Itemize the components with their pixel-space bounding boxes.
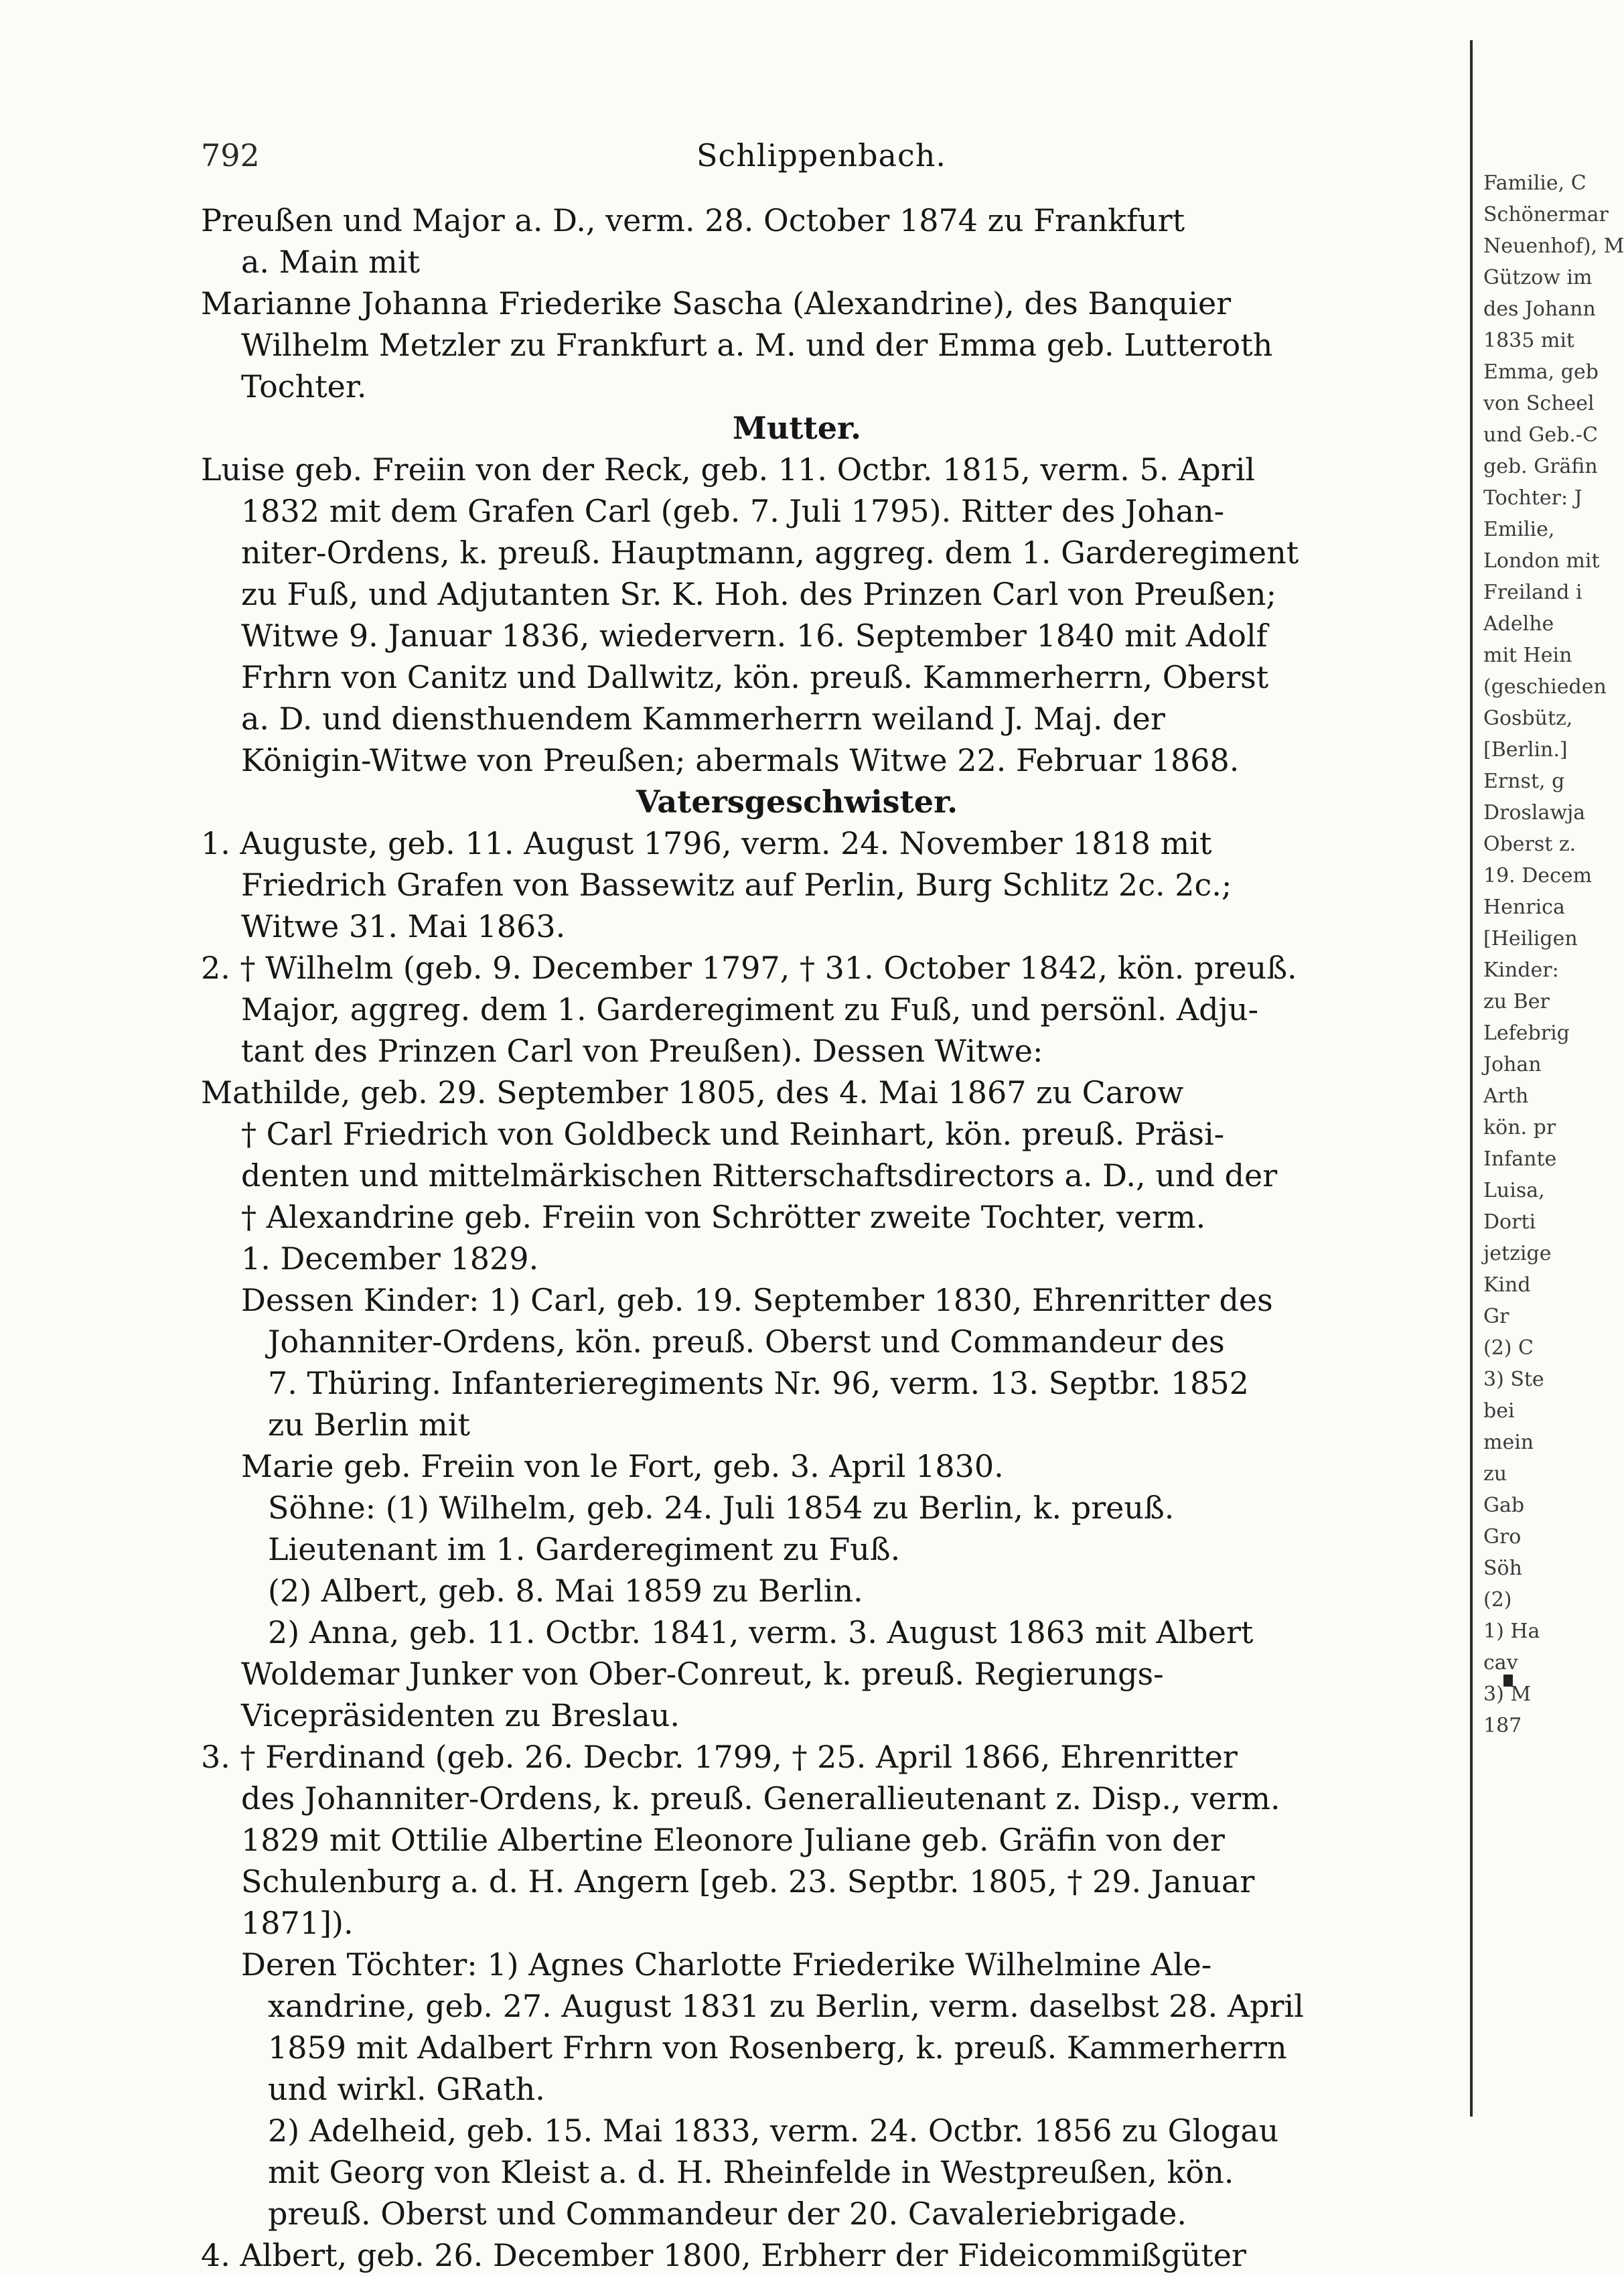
text-line: Königin-Witwe von Preußen; abermals Witwe 22. Februar 1868.	[241, 742, 1240, 778]
text-line: Witwe 9. Januar 1836, wiedervern. 16. September 1840 mit Adolf	[241, 618, 1268, 654]
neighbor-fragment: Ernst, g	[1483, 770, 1565, 793]
text-line: und wirkl. GRath.	[268, 2071, 545, 2107]
text-line: des Johanniter-Ordens, k. preuß. Generallieutenant z. Disp., verm.	[241, 1780, 1280, 1817]
text-line: 3. † Ferdinand (geb. 26. Decbr. 1799, † 25. April 1866, Ehrenritter	[201, 1739, 1238, 1775]
neighbor-fragment: 19. Decem	[1483, 864, 1593, 887]
neighbor-fragment: Infante	[1483, 1147, 1557, 1171]
text-line: 1. December 1829.	[241, 1240, 539, 1277]
neighbor-fragment: Henrica	[1483, 896, 1565, 919]
text-line: 2) Anna, geb. 11. Octbr. 1841, verm. 3. August 1863 mit Albert	[268, 1614, 1254, 1650]
text-line: 1. Auguste, geb. 11. August 1796, verm. 24. November 1818 mit	[201, 825, 1212, 861]
neighbor-fragment: (2)	[1483, 1588, 1512, 1612]
neighbor-fragment: Lefebrig	[1483, 1021, 1570, 1045]
neighbor-fragment: geb. Gräfin	[1483, 455, 1598, 478]
neighbor-fragment: Johan	[1483, 1053, 1542, 1076]
text-line: a. Main mit	[241, 244, 420, 280]
neighbor-fragment: 3) M	[1483, 1683, 1532, 1706]
text-line: Mathilde, geb. 29. September 1805, des 4. Mai 1867 zu Carow	[201, 1074, 1184, 1111]
text-line: Vicepräsidenten zu Breslau.	[241, 1697, 680, 1733]
text-line: Marianne Johanna Friederike Sascha (Alexandrine), des Banquier	[201, 285, 1232, 322]
text-line: Wilhelm Metzler zu Frankfurt a. M. und der Emma geb. Lutteroth	[241, 327, 1273, 363]
text-line: † Carl Friedrich von Goldbeck und Reinhart, kön. preuß. Präsi-	[241, 1116, 1225, 1152]
neighbor-fragment: Droslawja	[1483, 801, 1586, 825]
text-line: preuß. Oberst und Commandeur der 20. Cavaleriebrigade.	[268, 2196, 1187, 2232]
gutter-rule	[1470, 40, 1473, 2117]
neighbor-fragment: Söh	[1483, 1557, 1522, 1580]
neighbor-fragment: und Geb.-C	[1483, 423, 1598, 447]
neighbor-fragment: des Johann	[1483, 297, 1596, 321]
neighbor-fragment: zu Ber	[1483, 990, 1550, 1013]
neighbor-fragment: 1) Ha	[1483, 1620, 1540, 1643]
neighbor-fragment: Gro	[1483, 1525, 1522, 1549]
neighbor-fragment: kön. pr	[1483, 1116, 1556, 1139]
neighbor-fragment: zu	[1483, 1462, 1507, 1486]
text-line: 1859 mit Adalbert Frhrn von Rosenberg, k. preuß. Kammerherrn	[268, 2030, 1287, 2066]
text-line: xandrine, geb. 27. August 1831 zu Berlin, verm. daselbst 28. April	[268, 1988, 1304, 2024]
neighbor-fragment: Schönermar	[1483, 203, 1609, 226]
text-line: (2) Albert, geb. 8. Mai 1859 zu Berlin.	[268, 1573, 863, 1609]
neighbor-fragment: [Heiligen	[1483, 927, 1578, 950]
neighbor-fragment: 187	[1483, 1714, 1522, 1737]
text-line: 1829 mit Ottilie Albertine Eleonore Juliane geb. Gräfin von der	[241, 1822, 1225, 1858]
text-line: Witwe 31. Mai 1863.	[241, 908, 566, 944]
running-head: Schlippenbach.	[696, 137, 946, 173]
text-line: 1832 mit dem Grafen Carl (geb. 7. Juli 1795). Ritter des Johan-	[241, 493, 1225, 529]
text-line: 7. Thüring. Infanterieregiments Nr. 96, verm. 13. Septbr. 1852	[268, 1365, 1249, 1401]
neighbor-fragment: Freiland i	[1483, 581, 1582, 604]
neighbor-fragment: Arth	[1483, 1084, 1529, 1108]
main-text-column	[201, 200, 1393, 2276]
neighbor-fragment: Neuenhof), M	[1483, 234, 1624, 258]
text-line: Tochter.	[241, 368, 367, 405]
neighbor-fragment: 1835 mit	[1483, 329, 1574, 352]
section-heading: Mutter.	[732, 410, 862, 446]
text-line: † Alexandrine geb. Freiin von Schrötter zweite Tochter, verm.	[241, 1199, 1206, 1235]
neighbor-fragment: Gr	[1483, 1305, 1509, 1328]
text-line: Friedrich Grafen von Bassewitz auf Perlin, Burg Schlitz 2c. 2c.;	[241, 867, 1232, 903]
neighbor-fragment: Oberst z.	[1483, 833, 1576, 856]
neighbor-page-strip	[1483, 167, 1624, 1741]
neighbor-fragment: cav	[1483, 1651, 1518, 1675]
neighbor-fragment: mit Hein	[1483, 644, 1572, 667]
neighbor-fragment: Adelhe	[1483, 612, 1554, 636]
neighbor-fragment: Emilie,	[1483, 518, 1555, 541]
neighbor-fragment: London mit	[1483, 549, 1600, 573]
text-line: Lieutenant im 1. Garderegiment zu Fuß.	[268, 1531, 901, 1567]
text-line: zu Berlin mit	[268, 1407, 470, 1443]
neighbor-fragment: Dorti	[1483, 1210, 1536, 1234]
neighbor-fragment: Luisa,	[1483, 1179, 1545, 1202]
text-line: denten und mittelmärkischen Ritterschaftsdirectors a. D., und der	[241, 1157, 1278, 1194]
neighbor-fragment: Tochter: J	[1483, 486, 1582, 510]
text-line: Dessen Kinder: 1) Carl, geb. 19. September 1830, Ehrenritter des	[241, 1282, 1273, 1318]
neighbor-fragment: bei	[1483, 1399, 1515, 1423]
neighbor-fragment: Gab	[1483, 1494, 1525, 1517]
text-line: mit Georg von Kleist a. d. H. Rheinfelde in Westpreußen, kön.	[268, 2154, 1234, 2190]
text-line: Marie geb. Freiin von le Fort, geb. 3. April 1830.	[241, 1448, 1004, 1484]
text-line: 1871]).	[241, 1905, 354, 1941]
text-line: a. D. und diensthuendem Kammerherrn weiland J. Maj. der	[241, 701, 1165, 737]
text-line: niter-Ordens, k. preuß. Hauptmann, aggreg. dem 1. Garderegiment	[241, 535, 1299, 571]
text-line: Frhrn von Canitz und Dallwitz, kön. preuß. Kammerherrn, Oberst	[241, 659, 1269, 695]
section-heading: Vatersgeschwister.	[636, 784, 958, 820]
text-line: Preußen und Major a. D., verm. 28. October 1874 zu Frankfurt	[201, 202, 1185, 238]
text-line: zu Fuß, und Adjutanten Sr. K. Hoh. des Prinzen Carl von Preußen;	[241, 576, 1276, 612]
neighbor-fragment: [Berlin.]	[1483, 738, 1568, 762]
text-line: Schulenburg a. d. H. Angern [geb. 23. Septbr. 1805, † 29. Januar	[241, 1863, 1255, 1900]
neighbor-fragment: Emma, geb	[1483, 360, 1599, 384]
neighbor-fragment: 3) Ste	[1483, 1368, 1544, 1391]
neighbor-fragment: (geschieden	[1483, 675, 1607, 699]
neighbor-fragment: Familie, C	[1483, 171, 1586, 195]
text-line: Major, aggreg. dem 1. Garderegiment zu Fuß, und persönl. Adju-	[241, 991, 1259, 1027]
neighbor-fragment: von Scheel	[1483, 392, 1595, 415]
text-line: Luise geb. Freiin von der Reck, geb. 11. Octbr. 1815, verm. 5. April	[201, 451, 1256, 488]
neighbor-fragment: jetzige	[1483, 1242, 1552, 1265]
text-line: 2) Adelheid, geb. 15. Mai 1833, verm. 24. Octbr. 1856 zu Glogau	[268, 2113, 1279, 2149]
text-line: Söhne: (1) Wilhelm, geb. 24. Juli 1854 zu Berlin, k. preuß.	[268, 1490, 1175, 1526]
neighbor-fragment: Gosbütz,	[1483, 707, 1573, 730]
text-line: Deren Töchter: 1) Agnes Charlotte Friederike Wilhelmine Ale-	[241, 1946, 1212, 1983]
neighbor-fragment: Kind	[1483, 1273, 1531, 1297]
neighbor-fragment: Gützow im	[1483, 266, 1593, 289]
text-line: Johanniter-Ordens, kön. preuß. Oberst und Commandeur des	[268, 1324, 1225, 1360]
page-number: 792	[201, 137, 260, 173]
text-line: tant des Prinzen Carl von Preußen). Dessen Witwe:	[241, 1033, 1043, 1069]
text-line: Woldemar Junker von Ober-Conreut, k. preuß. Regierungs-	[241, 1656, 1164, 1692]
neighbor-fragment: Kinder:	[1483, 958, 1559, 982]
neighbor-fragment: mein	[1483, 1431, 1534, 1454]
text-line: 2. † Wilhelm (geb. 9. December 1797, † 31. October 1842, kön. preuß.	[201, 950, 1297, 986]
neighbor-fragment: (2) C	[1483, 1336, 1534, 1360]
text-line: 4. Albert, geb. 26. December 1800, Erbherr der Fideicommißgüter	[201, 2237, 1246, 2273]
